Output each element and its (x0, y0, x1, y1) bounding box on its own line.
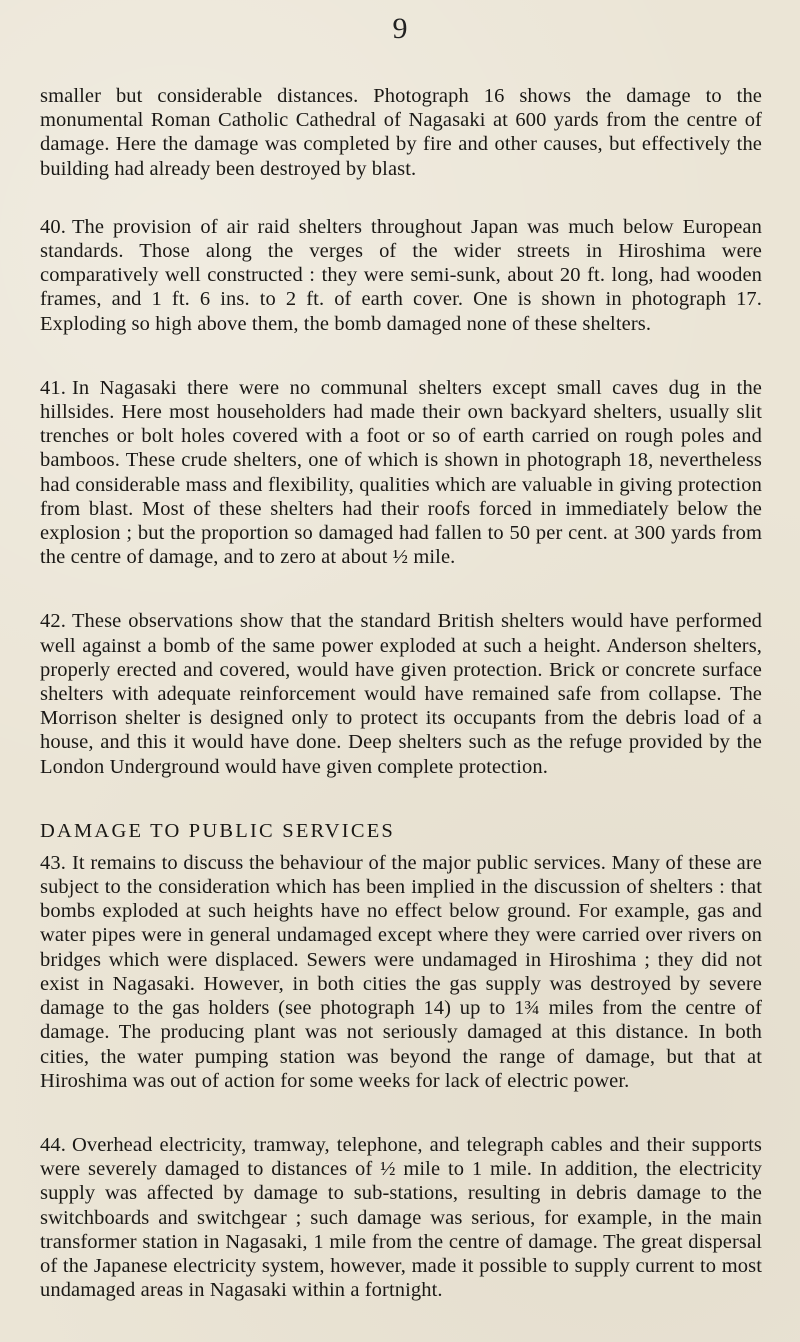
paragraph-41 (40, 376, 762, 570)
paragraph-text: In Nagasaki there were no communal shelters except small caves dug in the hillsides. Here most householders had made their own backyard shelters, usually slit trenches or bolt holes covered with a foot or so of earth carried on rough poles and bamboos. These crude shelters, one of which is shown in photograph 18, nevertheless had considerable mass and flexibility, qualities which are valuable in giving protection from blast. Most of these shelters had their roofs forced in immediately below the explosion ; but the proportion so damaged had fallen to 50 per cent. at 300 yards from the centre of damage, and to zero at about ½ mile. (40, 376, 762, 569)
paragraph-40 (40, 215, 762, 336)
paragraph-number: 43. (40, 851, 66, 874)
paragraph-text: Overhead electricity, tramway, telephone, and telegraph cables and their supports were severely damaged to distances of ½ mile to 1 mile. In addition, the electricity supply was affected by damage to sub-stations, resulting in debris damage to the switchboards and switchgear ; such damage was serious, for example, in the main transformer station in Nagasaki, 1 mile from the centre of damage. The great dispersal of the Japanese electricity system, however, made it possible to supply current to most undamaged areas in Nagasaki within a fortnight. (40, 1133, 762, 1302)
document-body (40, 84, 762, 1342)
paragraph-43 (40, 851, 762, 1093)
paragraph-continued (40, 84, 762, 181)
paragraph-42 (40, 609, 762, 778)
paragraph-number: 44. (40, 1133, 66, 1156)
paragraph-44 (40, 1133, 762, 1302)
paragraph-text: These observations show that the standard British shelters would have performed well against a bomb of the same power exploded at such a height. Anderson shelters, properly erected and covered, would have given protection. Brick or concrete surface shelters with adequate reinforcement would have remained safe from collapse. The Morrison shelter is designed only to protect its occupants from the debris load of a house, and this it would have done. Deep shelters such as the refuge provided by the London Underground would have given complete protection. (40, 610, 762, 778)
paragraph-number: 40. (40, 215, 66, 238)
page-number: 9 (392, 12, 408, 45)
paragraph-text: It remains to discuss the behaviour of the major public services. Many of these are subject to the consideration which has been implied in the discussion of shelters : that bombs exploded at such heights have no effect below ground. For example, gas and water pipes were in general undamaged except where they were carried over rivers on bridges which were displaced. Sewers were undamaged in Hiroshima ; they did not exist in Nagasaki. However, in both cities the gas supply was destroyed by severe damage to the gas holders (see photograph 14) up to 1¾ miles from the centre of damage. The producing plant was not seriously damaged at this distance. In both cities, the water pumping station was beyond the range of damage, but that at Hiroshima was out of action for some weeks for lack of electric power. (40, 851, 762, 1092)
section-heading: DAMAGE TO PUBLIC SERVICES (40, 819, 396, 842)
paragraph-number: 41. (40, 376, 66, 399)
paragraph-number: 42. (40, 610, 66, 633)
paragraph-text: smaller but considerable distances. Photograph 16 shows the damage to the monumental Roman Catholic Cathedral of Nagasaki at 600 yards from the centre of damage. Here the damage was completed by fire and other causes, but effectively the building had already been destroyed by blast. (40, 85, 762, 180)
paragraph-text: The provision of air raid shelters throughout Japan was much below European standards. Those along the verges of the wider streets in Hiroshima were comparatively well constructed : they were semi-sunk, about 20 ft. long, had wooden frames, and 1 ft. 6 ins. to 2 ft. of earth cover. One is shown in photograph 17. Exploding so high above them, the bomb damaged none of these shelters. (40, 215, 762, 335)
